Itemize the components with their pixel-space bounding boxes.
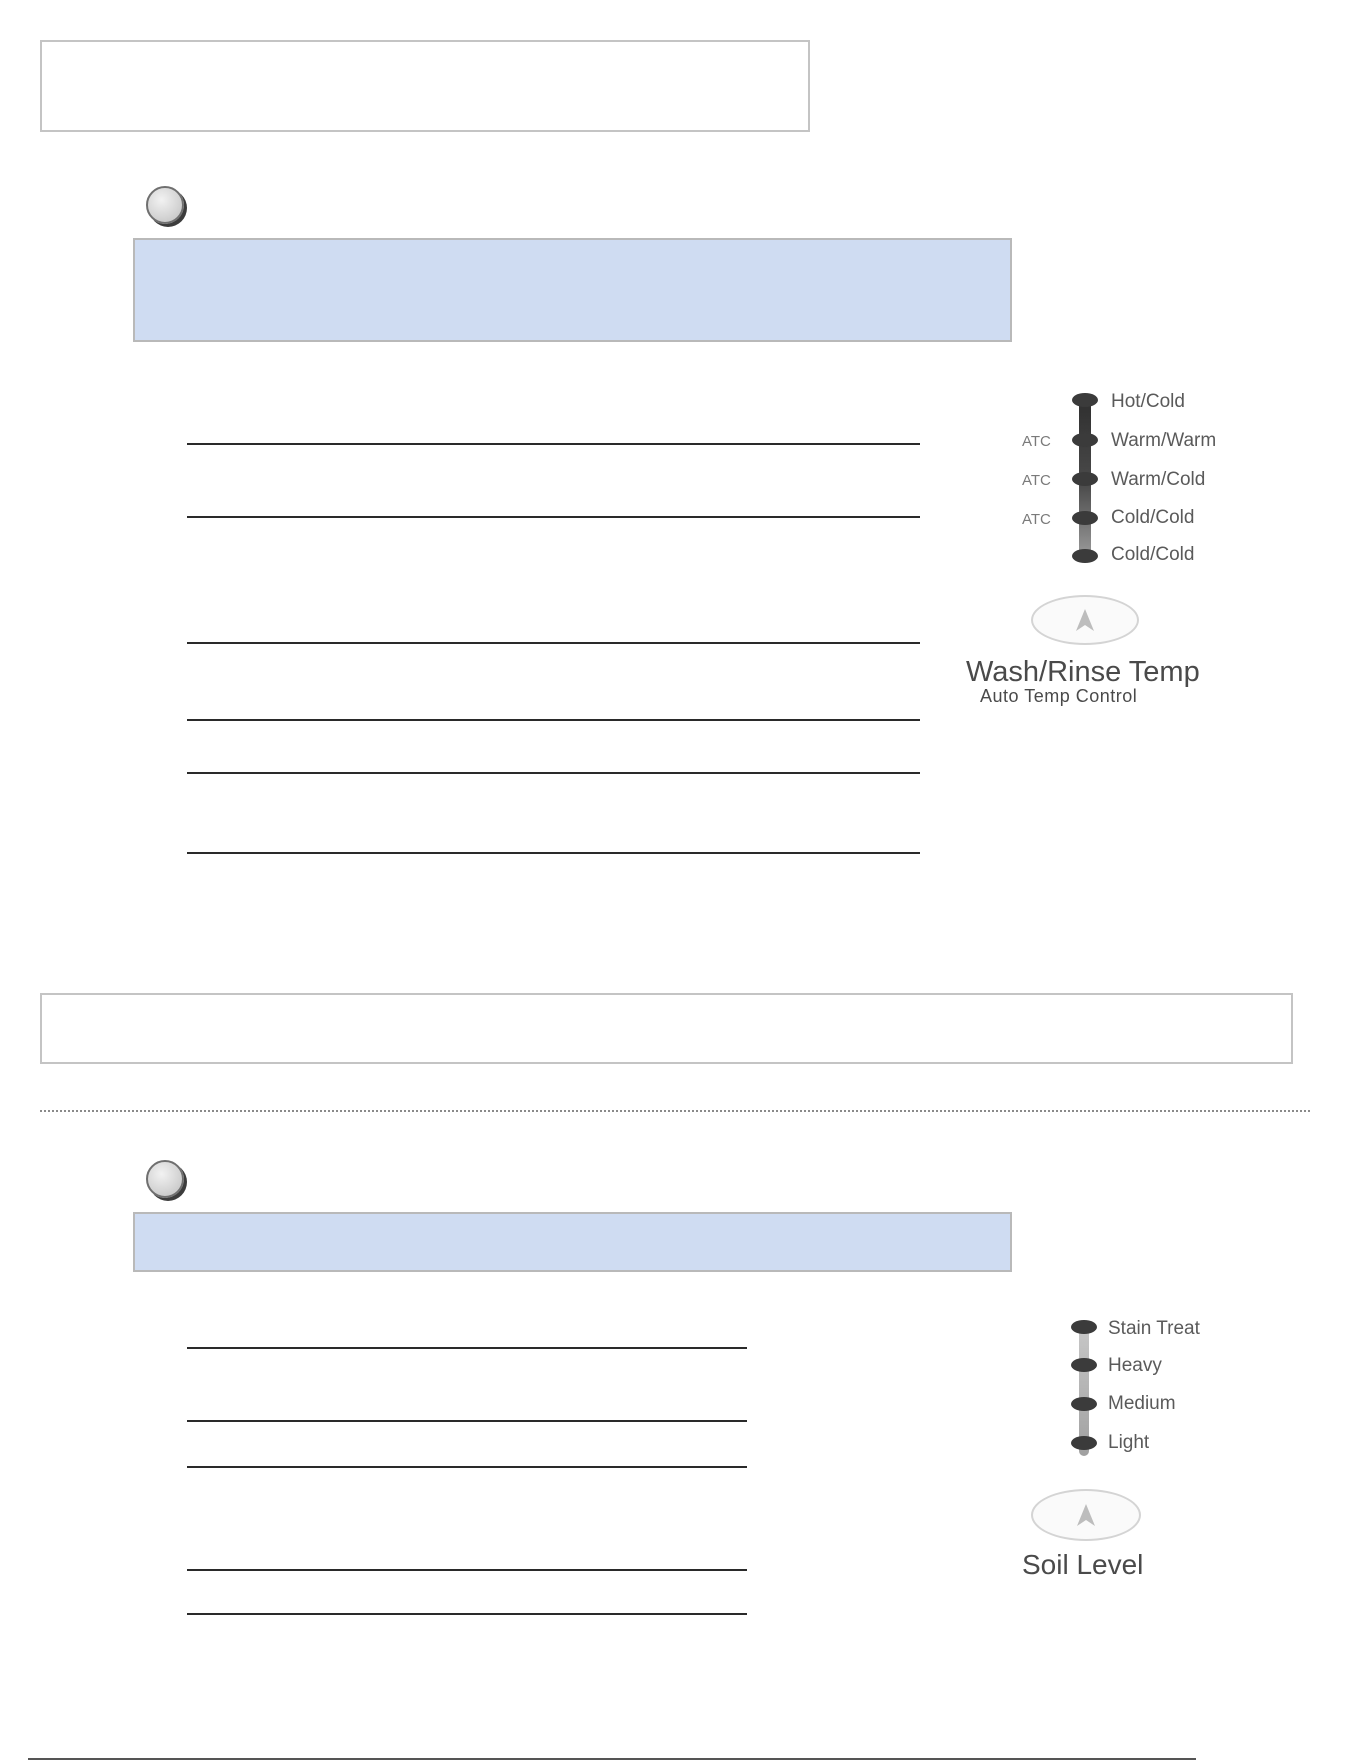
soil-option-label: Heavy — [1108, 1355, 1162, 1376]
soil-option-label: Stain Treat — [1108, 1318, 1200, 1339]
temp-option-dot[interactable] — [1072, 433, 1098, 447]
step-2-circle-icon — [146, 1160, 184, 1198]
temp-option-label: Warm/Warm — [1111, 430, 1217, 451]
section-1-rule — [187, 772, 920, 774]
atc-label: ATC — [1022, 472, 1051, 489]
section-2-rule — [187, 1466, 747, 1468]
section-1-rule — [187, 852, 920, 854]
temp-option-label: Cold/Cold — [1111, 507, 1195, 528]
step-1-circle-icon — [146, 186, 184, 224]
temp-option-dot[interactable] — [1072, 511, 1098, 525]
section-2-rule — [187, 1613, 747, 1615]
soil-option-dot[interactable] — [1071, 1397, 1097, 1411]
atc-label: ATC — [1022, 511, 1051, 528]
wash-rinse-temp-subtitle: Auto Temp Control — [980, 686, 1138, 706]
section-2-title-band — [133, 1212, 1012, 1272]
section-1-rule — [187, 516, 920, 518]
atc-label: ATC — [1022, 433, 1051, 450]
section-1-rule — [187, 443, 920, 445]
soil-option-label: Light — [1108, 1432, 1150, 1453]
section-1-rule — [187, 719, 920, 721]
temp-option-dot[interactable] — [1072, 393, 1098, 407]
temp-option-label: Warm/Cold — [1111, 469, 1206, 490]
soil-option-dot[interactable] — [1071, 1358, 1097, 1372]
soil-option-dot[interactable] — [1071, 1320, 1097, 1334]
note-box — [40, 993, 1293, 1064]
up-arrow-icon — [1074, 608, 1096, 632]
wash-rinse-temp-button[interactable] — [1031, 595, 1139, 645]
wash-rinse-temp-title: Wash/Rinse Temp — [966, 656, 1200, 688]
soil-level-button[interactable] — [1031, 1489, 1141, 1541]
temp-option-label: Hot/Cold — [1111, 391, 1185, 412]
section-divider — [40, 1110, 1310, 1112]
soil-option-label: Medium — [1108, 1393, 1176, 1414]
soil-option-dot[interactable] — [1071, 1436, 1097, 1450]
temp-option-label: Cold/Cold — [1111, 544, 1195, 565]
section-2-rule — [187, 1347, 747, 1349]
temp-option-dot[interactable] — [1072, 472, 1098, 486]
temp-option-dot[interactable] — [1072, 549, 1098, 563]
section-2-rule — [187, 1420, 747, 1422]
up-arrow-icon — [1075, 1503, 1097, 1527]
header-box — [40, 40, 810, 132]
footer-rule — [28, 1758, 1196, 1760]
section-2-rule — [187, 1569, 747, 1571]
section-1-title-band — [133, 238, 1012, 342]
soil-level-title: Soil Level — [1022, 1549, 1144, 1580]
section-1-rule — [187, 642, 920, 644]
